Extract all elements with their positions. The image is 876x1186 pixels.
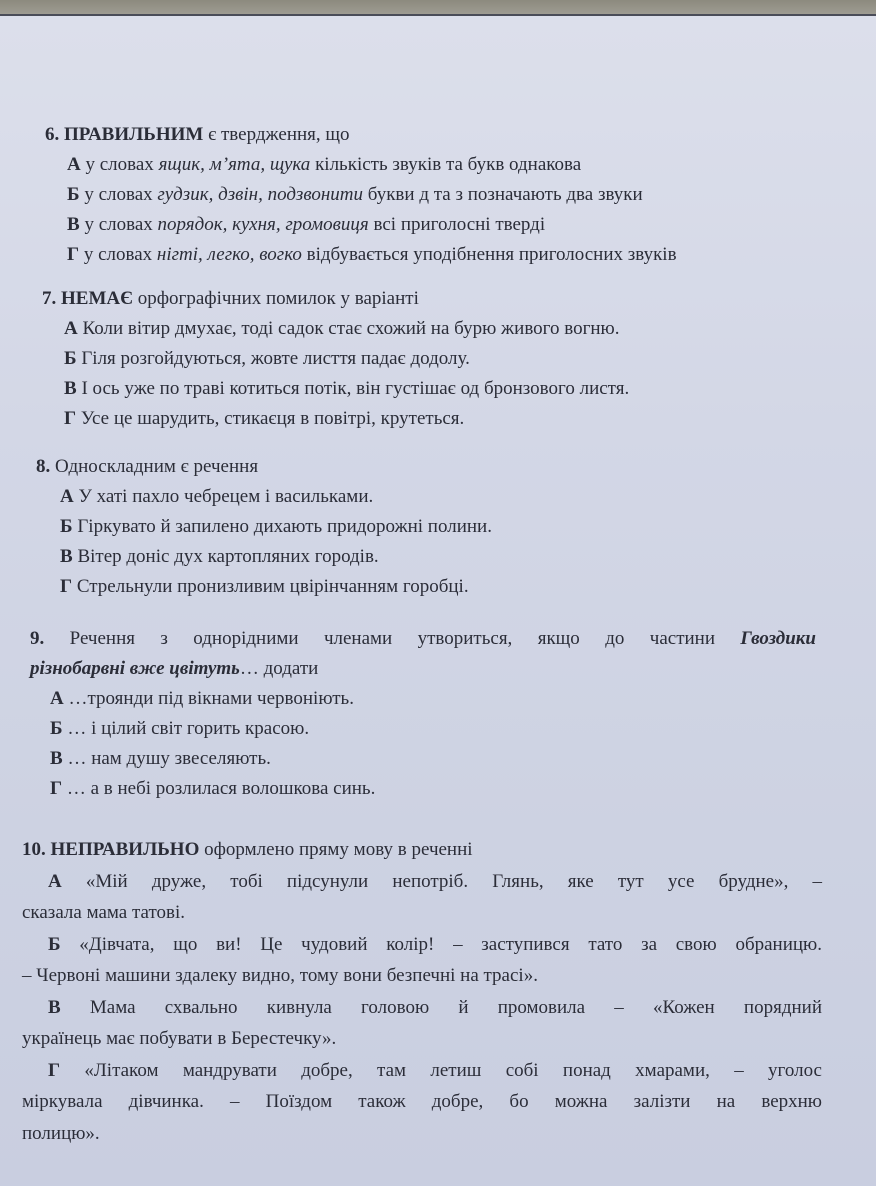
question-number: 10. [22,839,46,860]
option-letter: Г [60,576,73,597]
option-letter: Г [67,244,80,265]
option-letter: Б [64,348,77,369]
option-text: Гіля розгойдуються, жовте лисття падає додолу. [76,348,470,369]
option-letter: Б [50,718,63,739]
option-text: … нам душу звеселяють. [62,748,271,769]
option-text: Гіркувато й запилено дихають придорожні полини. [72,516,492,537]
option-letter: Б [67,184,80,205]
option-text: Усе це шарудить, стикаєця в повітрі, крутеться. [76,408,465,429]
option-line: сказала мама татові. [22,902,186,923]
option-b [42,344,629,374]
option-letter: А [50,688,64,709]
option-b [22,929,822,992]
option-a [22,866,822,929]
option-b [45,180,677,210]
question-text: Речення з однорідними членами утвориться, якщо до частини [44,628,741,649]
question-8-stem [36,452,492,482]
question-6 [45,120,677,270]
question-10-stem [22,834,822,866]
option-examples: нігті, легко, вогко [156,244,302,265]
option-letter: Г [64,408,77,429]
option-letter: А [64,318,78,339]
question-keyword: НЕМАЄ [61,288,133,309]
option-letter: В [67,214,80,235]
option-letter: Г [48,1059,61,1081]
option-h [30,774,816,804]
option-line: – Червоні машини здалеку видно, тому вони безпечні на трасі». [22,965,538,986]
option-letter: В [48,996,61,1018]
option-h [45,240,677,270]
question-text: є твердження, що [203,124,350,145]
question-keyword: ПРАВИЛЬНИМ [64,124,204,145]
option-text: «Дівчата, що ви! Це чудовий колір! – заступився тато за свою обраницю. [60,933,822,955]
option-b [36,512,492,542]
option-line: полицю». [22,1122,100,1144]
option-letter: А [60,486,74,507]
option-text: Стрельнули пронизливим цвірінчанням горобці. [72,576,469,597]
option-letter: Б [60,516,73,537]
option-h [42,404,629,434]
option-text: у словах [79,244,157,265]
option-letter: Г [50,778,63,799]
test-page [0,14,876,1186]
option-text: «Літаком мандрувати добре, там летиш собі понад хмарами, – уголос [60,1059,822,1081]
option-text: у словах [80,154,159,175]
question-9 [30,624,816,804]
option-text: кількість звуків та букв однакова [310,154,582,175]
question-7 [42,284,629,434]
question-text: оформлено пряму мову в реченні [199,839,473,860]
option-text: У хаті пахло чебрецем і васильками. [73,486,374,507]
option-letter: В [60,546,73,567]
option-text: І ось уже по траві котиться потік, він густішає од бронзового листя. [76,378,630,399]
option-examples: ящик, м’ята, щука [158,154,311,175]
question-number: 7. [42,288,57,309]
question-number: 8. [36,456,51,477]
option-text: Вітер доніс дух картопляних городів. [72,546,379,567]
option-text: у словах [79,214,158,235]
option-examples: порядок, кухня, громовиця [157,214,369,235]
question-text: … додати [239,658,319,679]
option-line [22,929,822,961]
option-text: всі приголосні тверді [368,214,546,235]
option-a [36,482,492,512]
option-v [45,210,677,240]
option-v [22,992,822,1055]
option-text: Коли вітир дмухає, тоді садок стає схожий на бурю живого вогню. [77,318,620,339]
question-number: 6. [45,124,60,145]
option-a [30,684,816,714]
option-line: українець має побувати в Берестечку». [22,1028,337,1049]
question-10 [22,834,822,1149]
question-number: 9. [30,628,45,649]
option-letter: В [50,748,63,769]
option-line [22,992,822,1024]
option-text: … і цілий світ горить красою. [62,718,310,739]
option-letter: Б [48,933,61,955]
option-v [36,542,492,572]
question-9-stem-line-2 [30,654,816,684]
option-a [45,150,677,180]
question-phrase: різнобарвні вже цвітуть [30,658,240,679]
option-text: у словах [79,184,158,205]
option-h [36,572,492,602]
option-text: …троянди під вікнами червоніють. [63,688,354,709]
question-9-stem-line-1 [30,624,816,654]
option-text: букви д та з позначають два звуки [363,184,643,205]
option-examples: гудзик, дзвін, подзвонити [157,184,363,205]
question-8 [36,452,492,602]
option-text: відбувається уподібнення приголосних звуків [301,244,677,265]
option-text: «Мій друже, тобі підсунули непотріб. Глянь, яке тут усе брудне», – [61,870,822,892]
option-a [42,314,629,344]
option-h [22,1055,822,1150]
option-text: Мама схвально кивнула головою й промовила – «Кожен порядний [60,996,822,1018]
option-b [30,714,816,744]
option-letter: В [64,378,77,399]
question-keyword: НЕПРАВИЛЬНО [50,839,200,860]
question-6-stem [45,120,677,150]
option-v [42,374,629,404]
question-text: орфографічних помилок у варіанті [133,288,419,309]
option-v [30,744,816,774]
option-line: міркувала дівчинка. – Поїздом також добре, бо можна залізти на верхню [22,1091,822,1112]
option-letter: А [48,870,62,892]
option-line [22,1055,822,1087]
option-text: … а в небі розлилася волошкова синь. [62,778,376,799]
option-line [22,866,822,898]
question-text: Односкладним є речення [50,456,259,477]
question-phrase: Гвоздики [740,628,816,649]
question-7-stem [42,284,629,314]
option-letter: А [67,154,81,175]
